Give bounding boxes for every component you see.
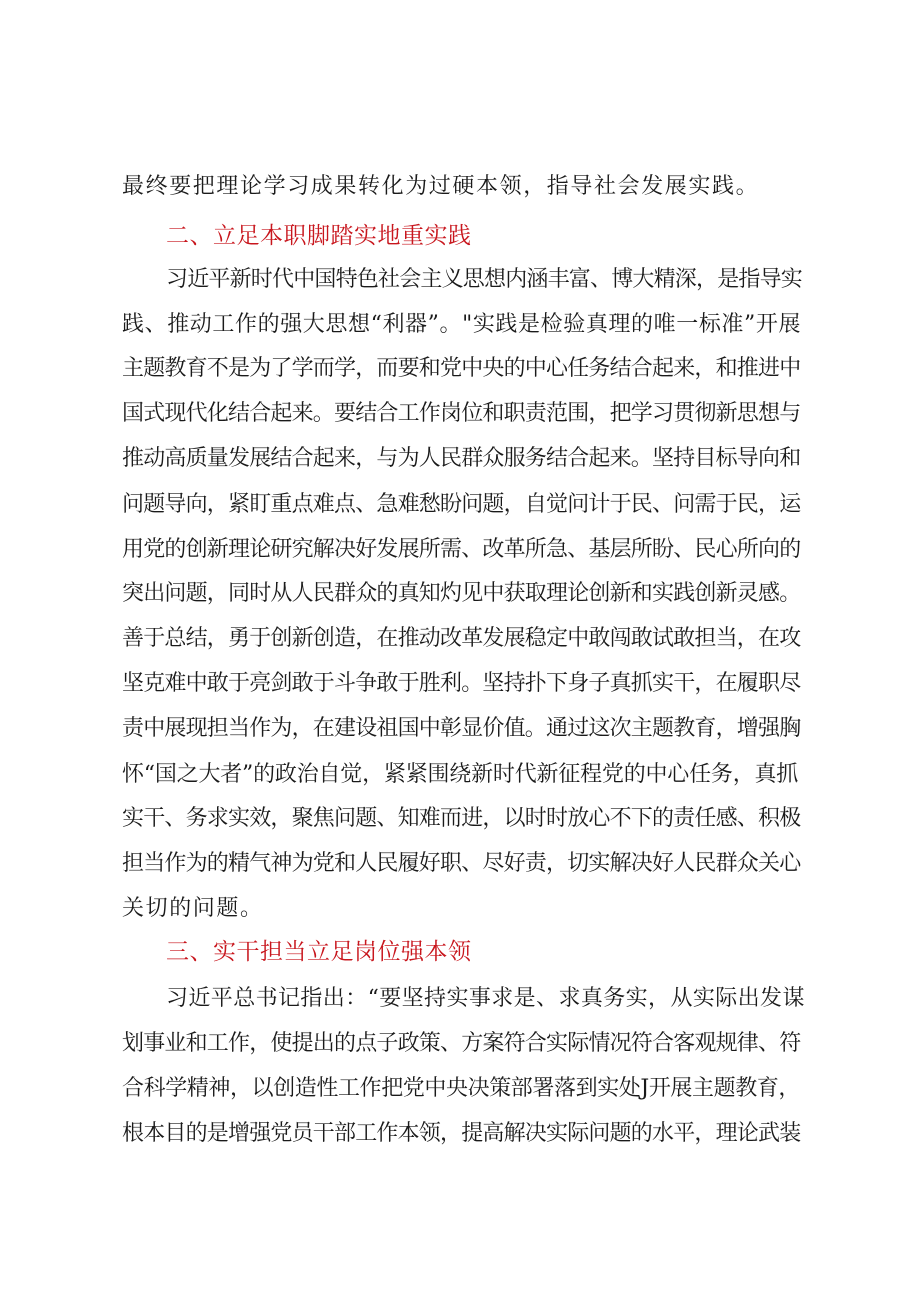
section-heading-2: 二、立足本职脚踏实地重实践 <box>166 223 472 249</box>
section2-line-1: 习近平新时代中国特色社会主义思想内涵丰富、博大精深，是指导实 <box>166 267 803 292</box>
section2-line-6: 问题导向，紧盯重点难点、急难愁盼问题，自觉问计于民、问需于民，运 <box>122 492 801 517</box>
paragraph-intro-line: 最终要把理论学习成果转化为过硬本领，指导社会发展实践。 <box>122 174 760 199</box>
section3-line-2: 划事业和工作，使提出的点子政策、方案符合实际情况符合客观规律、符 <box>122 1031 801 1056</box>
section2-line-4: 国式现代化结合起来。要结合工作岗位和职责范围，把学习贯彻新思想与 <box>122 401 801 426</box>
section2-line-12: 怀“国之大者”的政治自觉，紧紧围绕新时代新征程党的中心任务，真抓 <box>122 762 799 787</box>
section2-line-8: 突出问题，同时从人民群众的真知灼见中获取理论创新和实践创新灵感。 <box>122 581 801 606</box>
section2-line-7: 用党的创新理论研究解决好发展所需、改革所急、基层所盼、民心所向的 <box>122 537 801 562</box>
section2-line-2: 践、推动工作的强大思想“利器”。"实践是检验真理的唯一标准”开展 <box>122 312 802 337</box>
section2-line-9: 善于总结，勇于创新创造，在推动改革发展稳定中敢闯敢试敢担当，在攻 <box>122 626 801 651</box>
section-heading-3: 三、实干担当立足岗位强本领 <box>166 939 472 965</box>
section2-line-5: 推动高质量发展结合起来，与为人民群众服务结合起来。坚持目标导向和 <box>122 446 801 471</box>
section3-line-1: 习近平总书记指出：“要坚持实事求是、求真务实，从实际出发谋 <box>166 986 805 1011</box>
section2-line-14: 担当作为的精气神为党和人民履好职、尽好责，切实解决好人民群众关心 <box>122 851 801 876</box>
section3-line-4: 根本目的是增强党员干部工作本领，提高解决实际问题的水平，理论武装 <box>122 1121 801 1146</box>
section2-line-15: 关切的问题。 <box>122 896 264 921</box>
section2-line-13: 实干、务求实效，聚焦问题、知难而进，以时时放心不下的责任感、积极 <box>122 806 801 831</box>
section3-line-3: 合科学精神，以创造性工作把党中央决策部署落到实处J开展主题教育， <box>122 1076 801 1101</box>
section2-line-10: 坚克难中敢于亮剑敢于斗争敢于胜利。坚持扑下身子真抓实干，在履职尽 <box>122 671 801 696</box>
section2-line-3: 主题教育不是为了学而学，而要和党中央的中心任务结合起来，和推进中 <box>122 356 801 381</box>
section2-line-11: 责中展现担当作为，在建设祖国中彰显价值。通过这次主题教育，增强胸 <box>122 716 801 741</box>
